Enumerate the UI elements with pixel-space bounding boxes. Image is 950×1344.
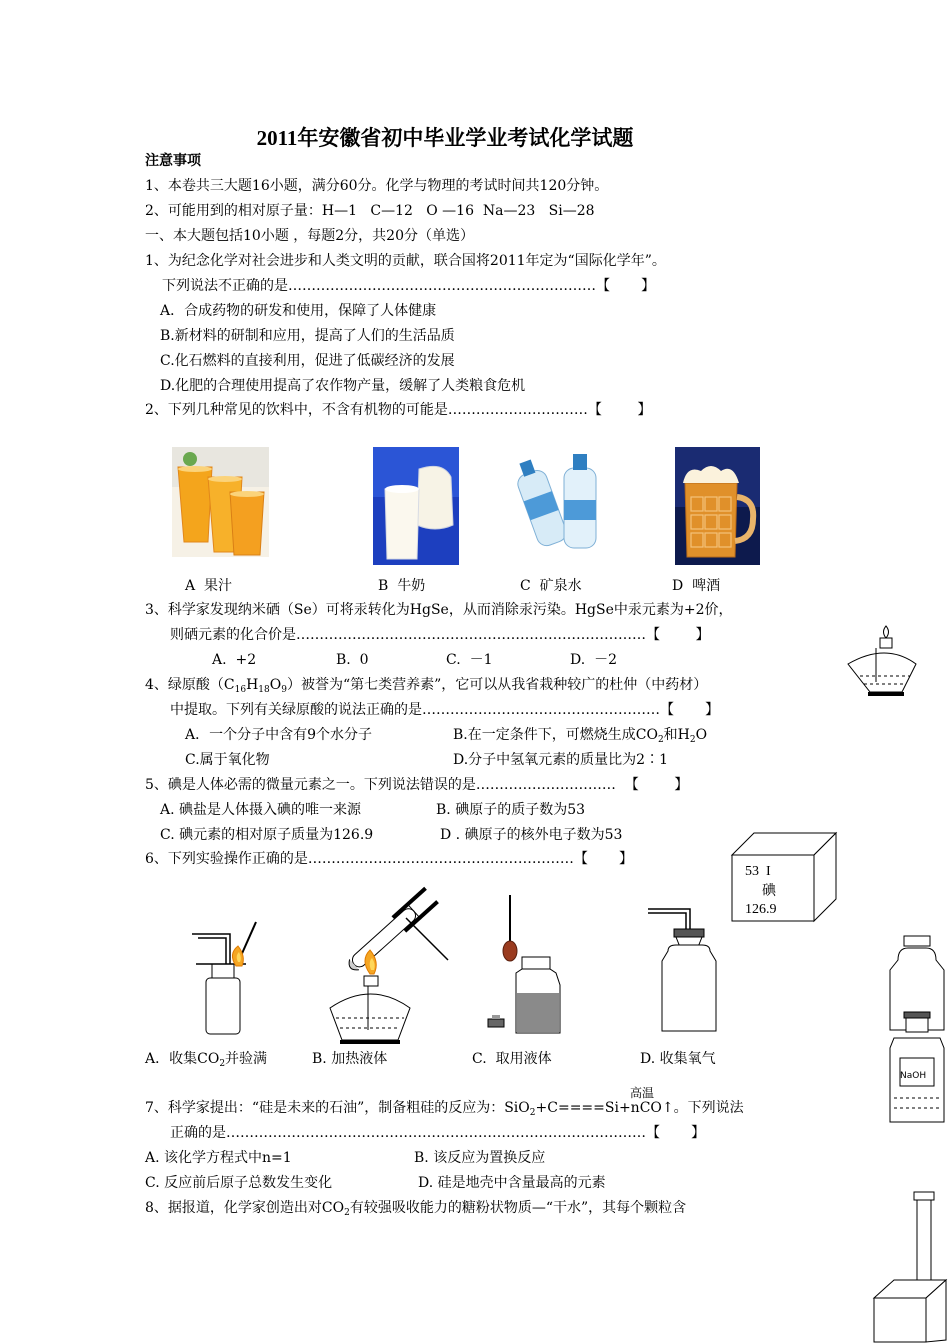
q1-option-c: C.化石燃料的直接利用，促进了低碳经济的发展 bbox=[160, 353, 455, 369]
q3-option-b: B. 0 bbox=[336, 652, 369, 668]
q5-option-a: A. 碘盐是人体摄入碘的唯一来源 bbox=[160, 802, 362, 818]
beer-photo bbox=[675, 447, 760, 565]
collect-co2-apparatus bbox=[190, 918, 260, 1038]
q2-stem: 2、下列几种常见的饮料中，不含有机物的可能是…………………………【 】 bbox=[145, 402, 652, 418]
q7-option-a: A. 该化学方程式中n=1 bbox=[145, 1150, 292, 1166]
q7-stem-line2: 正确的是………………………………………………………………………………【 】 bbox=[170, 1125, 706, 1141]
q6-option-a: A．收集$CO_2$并验满 bbox=[145, 1051, 268, 1069]
q3-stem-line1: 3、科学家发现纳米硒（Se）可将汞转化为HgSe，从而消除汞污染。HgSe中汞元素为+2价， bbox=[145, 602, 733, 618]
naoh-label: NaOH bbox=[900, 1071, 927, 1081]
q1-stem-line2: 下列说法不正确的是…………………………………………………………【 】 bbox=[162, 278, 656, 294]
q2-option-c: C 矿泉水 bbox=[520, 578, 582, 594]
q5-option-b: B. 碘原子的质子数为53 bbox=[436, 802, 586, 818]
q5-stem: 5、碘是人体必需的微量元素之一。下列说法错误的是………………………… 【 】 bbox=[145, 777, 689, 793]
iodine-atomic-number-symbol: 53 I bbox=[745, 864, 771, 879]
juice-photo bbox=[172, 447, 269, 557]
q3-stem-line2: 则硒元素的化合价是…………………………………………………………………【 】 bbox=[170, 627, 710, 643]
q2-option-a: A 果汁 bbox=[185, 578, 233, 594]
q2-option-b: B 牛奶 bbox=[378, 578, 426, 594]
q6-option-c: C. 取用液体 bbox=[472, 1051, 552, 1067]
iodine-atomic-mass: 126.9 bbox=[745, 902, 777, 917]
q7-option-c: C. 反应前后原子总数发生变化 bbox=[145, 1175, 333, 1191]
q7-option-d: D. 硅是地壳中含量最高的元素 bbox=[418, 1175, 606, 1191]
q4-option-d: D.分子中氢氧元素的质量比为2∶1 bbox=[453, 752, 668, 768]
q4-option-a: A．一个分子中含有9个水分子 bbox=[185, 727, 373, 743]
section-heading: 一、本大题包括10小题 ，每题2分，共20分（单选） bbox=[145, 228, 474, 244]
q2-option-d: D 啤酒 bbox=[672, 578, 721, 594]
milk-photo bbox=[373, 447, 459, 565]
collect-oxygen-apparatus bbox=[646, 905, 726, 1035]
q3-option-c: C. －1 bbox=[446, 652, 493, 668]
q6-option-d: D. 收集氧气 bbox=[640, 1051, 716, 1067]
notice-line-1: 1、本卷共三大题16小题，满分60分。化学与物理的考试时间共120分钟。 bbox=[145, 178, 609, 194]
q4-stem-line2: 中提取。下列有关绿原酸的说法正确的是……………………………………………【 】 bbox=[170, 702, 720, 718]
q3-option-a: A. +2 bbox=[212, 652, 257, 668]
q7-option-b: B. 该反应为置换反应 bbox=[414, 1150, 546, 1166]
q1-option-a: A．合成药物的研发和使用，保障了人体健康 bbox=[160, 303, 437, 319]
q3-option-d: D. －2 bbox=[570, 652, 617, 668]
iodine-name: 碘 bbox=[762, 883, 776, 899]
q8-stem-line1: 8、据报道，化学家创造出对$CO_2$有较强吸收能力的糖粉状物质—“干水”，其每个颗粒含 bbox=[145, 1200, 687, 1218]
q7-stem-line1: 7、科学家提出：“硅是未来的石油”，制备粗硅的反应为：SiO$_2$+C====Si+nCO↑。下列说法 bbox=[145, 1100, 744, 1118]
q6-stem: 6、下列实验操作正确的是…………………………………………………【 】 bbox=[145, 851, 634, 867]
q1-option-d: D.化肥的合理使用提高了农作物产量，缓解了人类粮食危机 bbox=[160, 378, 526, 394]
q1-option-b: B.新材料的研制和应用，提高了人们的生活品质 bbox=[160, 328, 455, 344]
side-column-drawing bbox=[870, 1190, 948, 1342]
side-alcohol-lamp-drawing bbox=[846, 622, 918, 700]
q1-stem-line1: 1、为纪念化学对社会进步和人类文明的贡献，联合国将2011年定为“国际化学年”。 bbox=[145, 253, 666, 269]
side-gas-bottle-drawing bbox=[886, 934, 948, 1126]
take-liquid-apparatus bbox=[484, 895, 564, 1035]
mineral-water-photo bbox=[508, 450, 602, 550]
q5-option-c: C. 碘元素的相对原子质量为126.9 bbox=[160, 827, 374, 843]
heating-liquid-apparatus bbox=[326, 900, 456, 1050]
q4-option-b: B.在一定条件下，可燃烧生成$CO_2$和$H_2O$ bbox=[453, 727, 708, 745]
notice-line-2: 2、可能用到的相对原子量：H—1 C—12 O —16 Na—23 Si—28 bbox=[145, 203, 595, 219]
q4-option-c: C.属于氧化物 bbox=[185, 752, 270, 768]
q4-stem-line1: 4、绿原酸$(C_{16}H_{18}O_9)$被誉为“第七类营养素”，它可以从我省栽种较广的杜仲（中药材） bbox=[145, 677, 708, 695]
q5-option-d: D . 碘原子的核外电子数为53 bbox=[440, 827, 623, 843]
exam-title: 2011年安徽省初中毕业学业考试化学试题 bbox=[256, 126, 634, 150]
notice-heading: 注意事项 bbox=[145, 153, 201, 169]
q6-option-b: B. 加热液体 bbox=[312, 1051, 388, 1067]
q7-reaction-condition: 高温 bbox=[630, 1086, 655, 1100]
